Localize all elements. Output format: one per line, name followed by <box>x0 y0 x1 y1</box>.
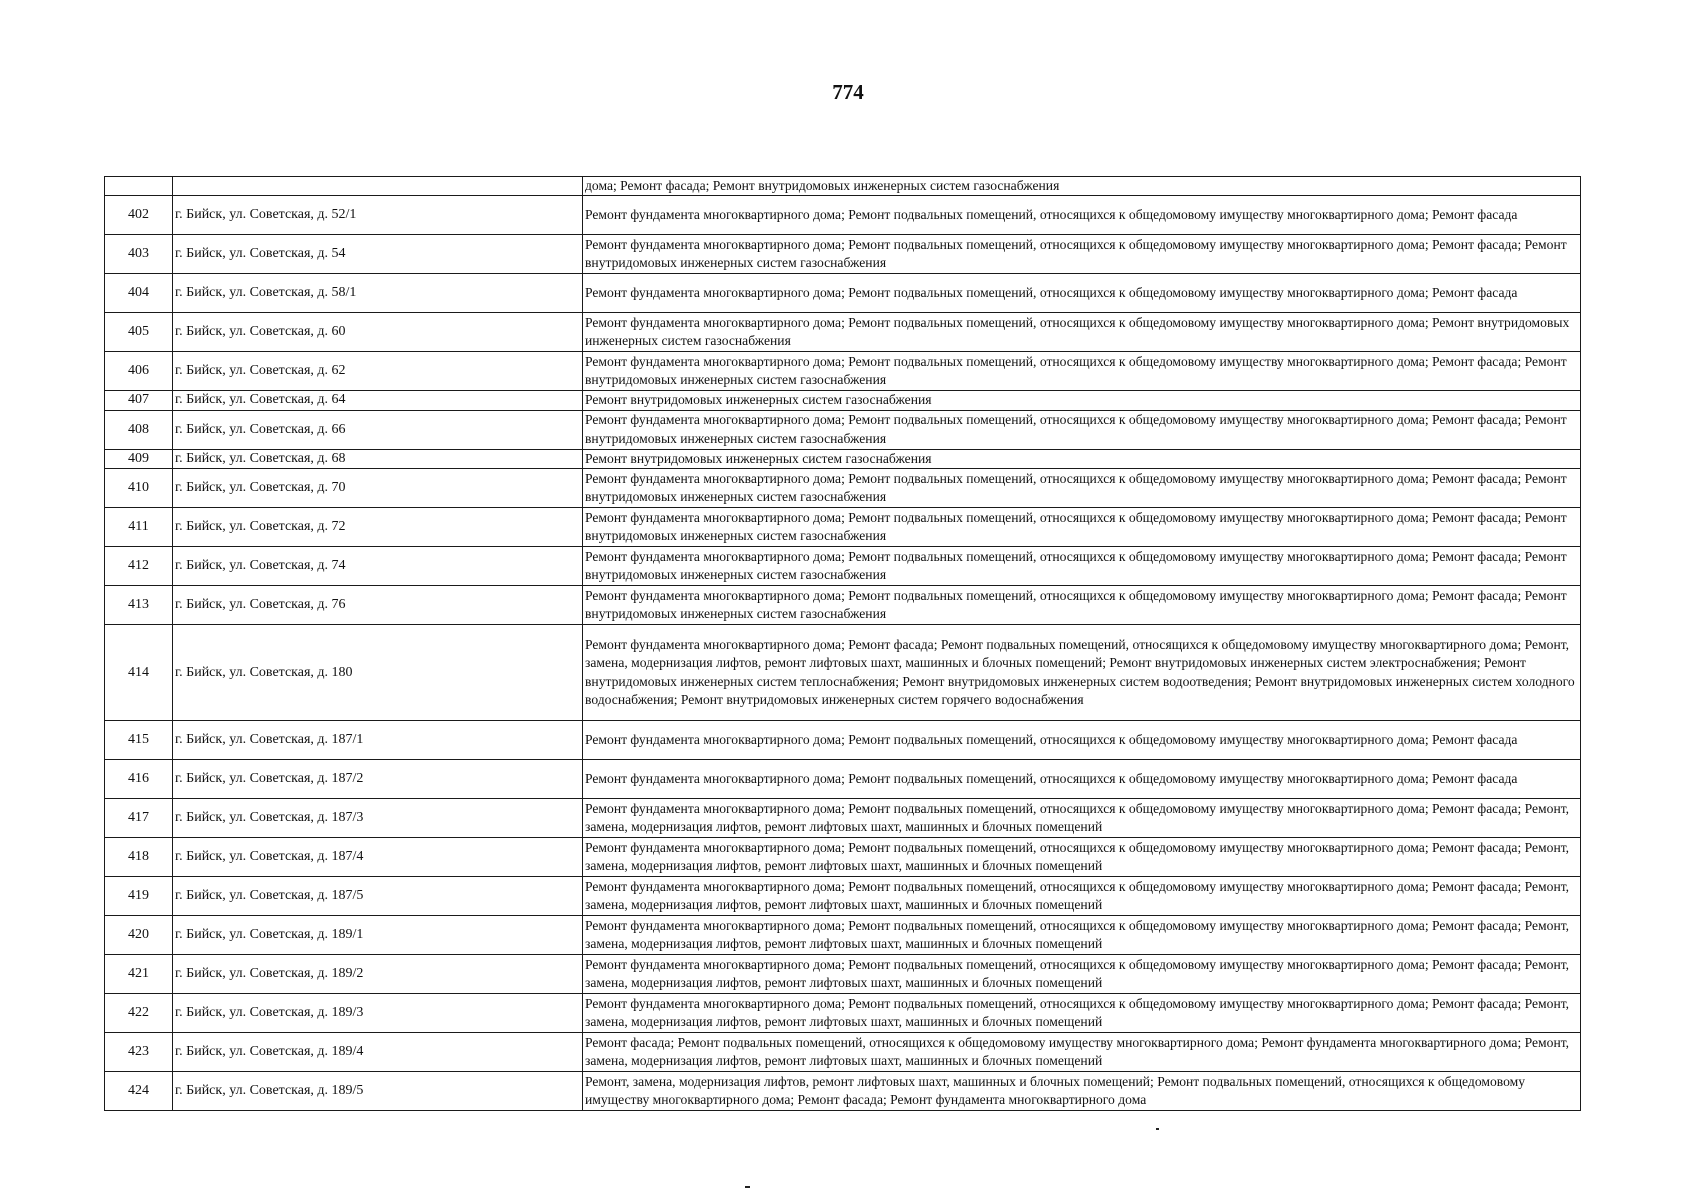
works-cell: Ремонт фундамента многоквартирного дома; Ремонт подвальных помещений, относящихся к общедомовому имуществу многоквартирного дома; Ремонт фасада; Ремонт внутридомовых инженерных систем газоснабжения <box>583 235 1581 274</box>
row-number-cell: 419 <box>105 877 173 916</box>
address-cell: г. Бийск, ул. Советская, д. 187/4 <box>173 838 583 877</box>
row-number-cell: 407 <box>105 391 173 410</box>
address-cell: г. Бийск, ул. Советская, д. 60 <box>173 313 583 352</box>
address-cell: г. Бийск, ул. Советская, д. 189/4 <box>173 1033 583 1072</box>
address-cell: г. Бийск, ул. Советская, д. 187/5 <box>173 877 583 916</box>
row-number-cell: 420 <box>105 916 173 955</box>
table-row <box>105 196 1581 235</box>
address-cell: г. Бийск, ул. Советская, д. 58/1 <box>173 274 583 313</box>
address-cell: г. Бийск, ул. Советская, д. 62 <box>173 352 583 391</box>
address-cell <box>173 177 583 196</box>
table-row <box>105 838 1581 877</box>
table-row <box>105 994 1581 1033</box>
table-row <box>105 274 1581 313</box>
works-cell: Ремонт фасада; Ремонт подвальных помещений, относящихся к общедомовому имуществу многоквартирного дома; Ремонт фундамента многоквартирного дома; Ремонт, замена, модернизация лифтов, ремонт лифтовых шахт, машинных и блочных помещений <box>583 1033 1581 1072</box>
table-row <box>105 625 1581 721</box>
row-number-cell: 403 <box>105 235 173 274</box>
address-cell: г. Бийск, ул. Советская, д. 187/3 <box>173 799 583 838</box>
scan-mark <box>745 1186 750 1188</box>
works-cell: Ремонт фундамента многоквартирного дома; Ремонт фасада; Ремонт подвальных помещений, относящихся к общедомовому имуществу многоквартирного дома; Ремонт, замена, модернизация лифтов, ремонт лифтовых шахт, машинных и блочных помещений; Ремонт внутридомовых инженерных систем электроснабжения; Ремонт внутридомовых инженерных систем теплоснабжения; Ремонт внутридомовых инженерных систем водоотведения; Ремонт внутридомовых инженерных систем холодного водоснабжения; Ремонт внутридомовых инженерных систем горячего водоснабжения <box>583 625 1581 721</box>
works-cell: Ремонт внутридомовых инженерных систем газоснабжения <box>583 391 1581 410</box>
works-cell: Ремонт фундамента многоквартирного дома; Ремонт подвальных помещений, относящихся к общедомовому имуществу многоквартирного дома; Ремонт фасада <box>583 760 1581 799</box>
works-cell: Ремонт фундамента многоквартирного дома; Ремонт подвальных помещений, относящихся к общедомовому имуществу многоквартирного дома; Ремонт фасада; Ремонт, замена, модернизация лифтов, ремонт лифтовых шахт, машинных и блочных помещений <box>583 916 1581 955</box>
table-row <box>105 916 1581 955</box>
row-number-cell: 418 <box>105 838 173 877</box>
row-number-cell: 415 <box>105 721 173 760</box>
table-row <box>105 760 1581 799</box>
table-row <box>105 547 1581 586</box>
works-cell: Ремонт, замена, модернизация лифтов, ремонт лифтовых шахт, машинных и блочных помещений; Ремонт подвальных помещений, относящихся к общедомовому имуществу многоквартирного дома; Ремонт фасада; Ремонт фундамента многоквартирного дома <box>583 1072 1581 1111</box>
works-cell: Ремонт фундамента многоквартирного дома; Ремонт подвальных помещений, относящихся к общедомовому имуществу многоквартирного дома; Ремонт фасада <box>583 274 1581 313</box>
address-cell: г. Бийск, ул. Советская, д. 68 <box>173 449 583 468</box>
row-number-cell <box>105 177 173 196</box>
address-cell: г. Бийск, ул. Советская, д. 187/2 <box>173 760 583 799</box>
address-cell: г. Бийск, ул. Советская, д. 66 <box>173 410 583 449</box>
works-cell: Ремонт фундамента многоквартирного дома; Ремонт подвальных помещений, относящихся к общедомовому имуществу многоквартирного дома; Ремонт фасада; Ремонт, замена, модернизация лифтов, ремонт лифтовых шахт, машинных и блочных помещений <box>583 955 1581 994</box>
address-cell: г. Бийск, ул. Советская, д. 74 <box>173 547 583 586</box>
row-number-cell: 421 <box>105 955 173 994</box>
row-number-cell: 409 <box>105 449 173 468</box>
row-number-cell: 423 <box>105 1033 173 1072</box>
table-row <box>105 721 1581 760</box>
works-cell: Ремонт фундамента многоквартирного дома; Ремонт подвальных помещений, относящихся к общедомовому имуществу многоквартирного дома; Ремонт фасада <box>583 196 1581 235</box>
address-cell: г. Бийск, ул. Советская, д. 70 <box>173 469 583 508</box>
works-cell: Ремонт фундамента многоквартирного дома; Ремонт подвальных помещений, относящихся к общедомовому имуществу многоквартирного дома; Ремонт фасада <box>583 721 1581 760</box>
table-row <box>105 1072 1581 1111</box>
row-number-cell: 402 <box>105 196 173 235</box>
works-cell: Ремонт фундамента многоквартирного дома; Ремонт подвальных помещений, относящихся к общедомовому имуществу многоквартирного дома; Ремонт фасада; Ремонт внутридомовых инженерных систем газоснабжения <box>583 547 1581 586</box>
table-row <box>105 877 1581 916</box>
address-cell: г. Бийск, ул. Советская, д. 189/3 <box>173 994 583 1033</box>
row-number-cell: 404 <box>105 274 173 313</box>
address-cell: г. Бийск, ул. Советская, д. 189/5 <box>173 1072 583 1111</box>
works-cell: Ремонт фундамента многоквартирного дома; Ремонт подвальных помещений, относящихся к общедомовому имуществу многоквартирного дома; Ремонт фасада; Ремонт внутридомовых инженерных систем газоснабжения <box>583 586 1581 625</box>
address-cell: г. Бийск, ул. Советская, д. 187/1 <box>173 721 583 760</box>
address-cell: г. Бийск, ул. Советская, д. 76 <box>173 586 583 625</box>
works-cell: дома; Ремонт фасада; Ремонт внутридомовых инженерных систем газоснабжения <box>583 177 1581 196</box>
table-row <box>105 586 1581 625</box>
address-cell: г. Бийск, ул. Советская, д. 189/1 <box>173 916 583 955</box>
table-row-continuation <box>105 177 1581 196</box>
works-cell: Ремонт фундамента многоквартирного дома; Ремонт подвальных помещений, относящихся к общедомовому имуществу многоквартирного дома; Ремонт внутридомовых инженерных систем газоснабжения <box>583 313 1581 352</box>
works-cell: Ремонт фундамента многоквартирного дома; Ремонт подвальных помещений, относящихся к общедомовому имуществу многоквартирного дома; Ремонт фасада; Ремонт, замена, модернизация лифтов, ремонт лифтовых шахт, машинных и блочных помещений <box>583 994 1581 1033</box>
works-cell: Ремонт фундамента многоквартирного дома; Ремонт подвальных помещений, относящихся к общедомовому имуществу многоквартирного дома; Ремонт фасада; Ремонт внутридомовых инженерных систем газоснабжения <box>583 469 1581 508</box>
row-number-cell: 410 <box>105 469 173 508</box>
row-number-cell: 422 <box>105 994 173 1033</box>
table-row <box>105 352 1581 391</box>
repair-works-table <box>104 176 1581 1111</box>
table-row <box>105 235 1581 274</box>
row-number-cell: 424 <box>105 1072 173 1111</box>
row-number-cell: 412 <box>105 547 173 586</box>
row-number-cell: 406 <box>105 352 173 391</box>
works-cell: Ремонт фундамента многоквартирного дома; Ремонт подвальных помещений, относящихся к общедомовому имуществу многоквартирного дома; Ремонт фасада; Ремонт внутридомовых инженерных систем газоснабжения <box>583 410 1581 449</box>
scan-mark <box>1156 1128 1159 1130</box>
table-row <box>105 1033 1581 1072</box>
table-row <box>105 449 1581 468</box>
row-number-cell: 417 <box>105 799 173 838</box>
works-cell: Ремонт фундамента многоквартирного дома; Ремонт подвальных помещений, относящихся к общедомовому имуществу многоквартирного дома; Ремонт фасада; Ремонт внутридомовых инженерных систем газоснабжения <box>583 352 1581 391</box>
table-row <box>105 313 1581 352</box>
table-row <box>105 508 1581 547</box>
row-number-cell: 405 <box>105 313 173 352</box>
works-cell: Ремонт внутридомовых инженерных систем газоснабжения <box>583 449 1581 468</box>
row-number-cell: 413 <box>105 586 173 625</box>
table-row <box>105 469 1581 508</box>
row-number-cell: 411 <box>105 508 173 547</box>
works-cell: Ремонт фундамента многоквартирного дома; Ремонт подвальных помещений, относящихся к общедомовому имуществу многоквартирного дома; Ремонт фасада; Ремонт, замена, модернизация лифтов, ремонт лифтовых шахт, машинных и блочных помещений <box>583 838 1581 877</box>
works-cell: Ремонт фундамента многоквартирного дома; Ремонт подвальных помещений, относящихся к общедомовому имуществу многоквартирного дома; Ремонт фасада; Ремонт внутридомовых инженерных систем газоснабжения <box>583 508 1581 547</box>
row-number-cell: 414 <box>105 625 173 721</box>
address-cell: г. Бийск, ул. Советская, д. 52/1 <box>173 196 583 235</box>
address-cell: г. Бийск, ул. Советская, д. 180 <box>173 625 583 721</box>
address-cell: г. Бийск, ул. Советская, д. 72 <box>173 508 583 547</box>
row-number-cell: 416 <box>105 760 173 799</box>
row-number-cell: 408 <box>105 410 173 449</box>
table-row <box>105 410 1581 449</box>
address-cell: г. Бийск, ул. Советская, д. 54 <box>173 235 583 274</box>
table-row <box>105 391 1581 410</box>
table-row <box>105 955 1581 994</box>
address-cell: г. Бийск, ул. Советская, д. 64 <box>173 391 583 410</box>
address-cell: г. Бийск, ул. Советская, д. 189/2 <box>173 955 583 994</box>
repair-works-table-body <box>105 177 1581 1111</box>
table-row <box>105 799 1581 838</box>
works-cell: Ремонт фундамента многоквартирного дома; Ремонт подвальных помещений, относящихся к общедомовому имуществу многоквартирного дома; Ремонт фасада; Ремонт, замена, модернизация лифтов, ремонт лифтовых шахт, машинных и блочных помещений <box>583 877 1581 916</box>
works-cell: Ремонт фундамента многоквартирного дома; Ремонт подвальных помещений, относящихся к общедомовому имуществу многоквартирного дома; Ремонт фасада; Ремонт, замена, модернизация лифтов, ремонт лифтовых шахт, машинных и блочных помещений <box>583 799 1581 838</box>
page-number: 774 <box>832 80 864 104</box>
